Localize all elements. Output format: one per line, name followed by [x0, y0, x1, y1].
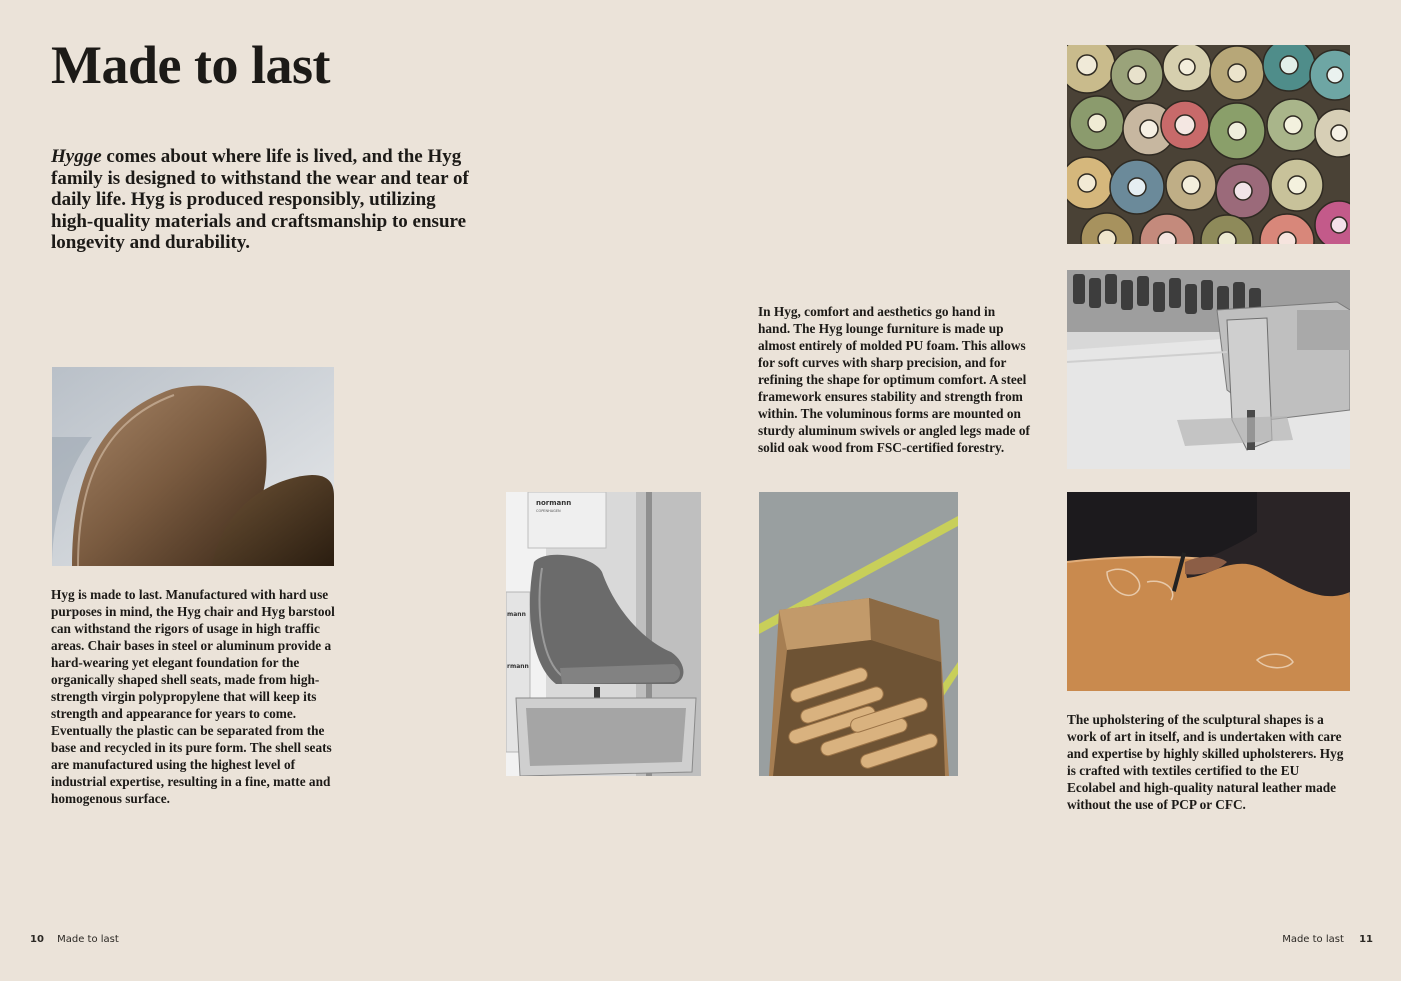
box-brand-label: normann [536, 499, 572, 507]
page-number-left: 10 [30, 934, 44, 945]
box-side-label-1: mann [507, 611, 526, 618]
textile-rolls-photo [1067, 45, 1350, 244]
shell-paragraph: Hyg is made to last. Manufactured with hard use purposes in mind, the Hyg chair and Hyg barstool can withstand the rigors of usage in high traffic areas. Chair bases in steel or aluminum provide a hard-wearing yet elegant foundation for the organically shaped shell seats, made from high-strength virgin polypropylene that will keep its strength and appearance for years to come. Eventually the plastic can be separated from the base and recycled in its pure form. The shell seats are manufactured using the highest level of industrial expertise, resulting in a fine, matte and homogenous surface. [51, 587, 335, 806]
footer-section-label-left: Made to last [57, 934, 119, 945]
page-number-right: 11 [1359, 934, 1373, 945]
footer-right [1282, 934, 1373, 945]
intro-lead-word: Hygge [51, 146, 102, 167]
footer-section-label-right: Made to last [1282, 934, 1344, 945]
intro-text: comes about where life is lived, and the Hyg family is designed to withstand the wear and tear of daily life. Hyg is produced responsibly, utilizing high-quality materials and craftsmanship to ensure longevity and durability. [51, 146, 469, 254]
oak-legs-box-photo [759, 492, 958, 776]
box-side-label-2: rmann [507, 663, 529, 670]
sewing-machine-photo [1067, 270, 1350, 469]
comfort-paragraph: In Hyg, comfort and aesthetics go hand in hand. The Hyg lounge furniture is made up almost entirely of molded PU foam. This allows for soft curves with sharp precision, and for refining the shape for optimum comfort. A steel framework ensures stability and strength from within. The voluminous forms are mounted on sturdy aluminum swivels or angled legs made of solid oak wood from FSC-certified forestry. [758, 304, 1030, 455]
box-brand-sublabel: COPENHAGEN [536, 509, 561, 513]
page-title: Made to last [51, 35, 330, 95]
chair-shells-photo [52, 367, 334, 566]
packaged-chair-photo [506, 492, 701, 776]
footer-left [30, 934, 119, 945]
intro-paragraph [51, 146, 481, 254]
leather-cutting-photo [1067, 492, 1350, 691]
upholstery-paragraph: The upholstering of the sculptural shapes is a work of art in itself, and is undertaken with care and expertise by highly skilled upholsterers. Hyg is crafted with textiles certified to the EU Ecolabel and high-quality natural leather made without the use of PCP or CFC. [1067, 712, 1344, 812]
